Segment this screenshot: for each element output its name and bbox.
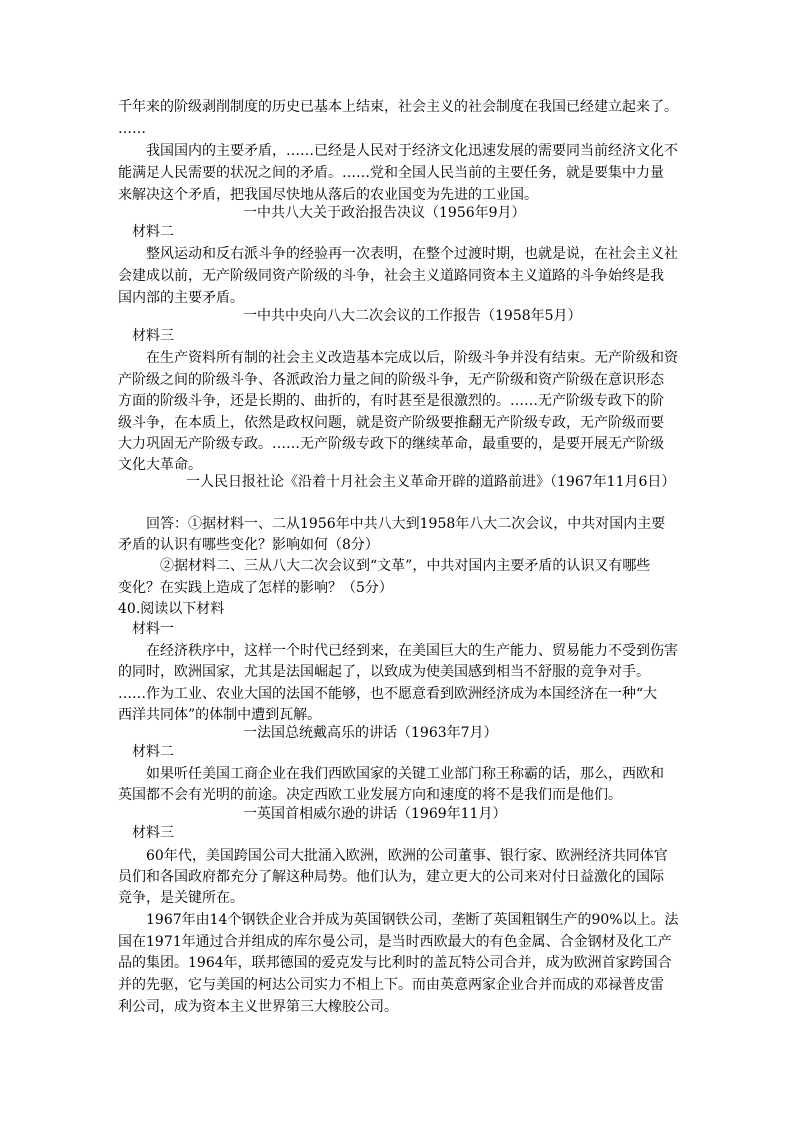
text-line: 在生产资料所有制的社会主义改造基本完成以后，阶级斗争并没有结束。无产阶级和资 — [146, 350, 678, 366]
source-citation: 一英国首相威尔逊的讲话（1969年11月） — [243, 806, 507, 822]
material-heading: 材料二 — [132, 224, 174, 240]
question-line: 回答：①据材料一、二从1956年中共八大到1958年八大二次会议，中共对国内主要 — [146, 516, 666, 532]
text-line: 西洋共同体”的体制中遭到瓦解。 — [118, 707, 322, 723]
text-line: 大力巩固无产阶级专政。……无产阶级专政下的继续革命，最重要的，是要开展无产阶级 — [118, 436, 664, 452]
text-line: 60年代，美国跨国公司大批涌入欧洲，欧洲的公司董事、银行家、欧洲经济共同体官 — [146, 848, 668, 864]
text-line: 国在1971年通过合并组成的库尔曼公司，是当时西欧最大的有色金属、合金钢材及化工产 — [118, 934, 672, 950]
text-line: 级斗争，在本质上，依然是政权问题，就是资产阶级要推翻无产阶级专政，无产阶级而要 — [118, 415, 664, 431]
question-line: 变化？在实践上造成了怎样的影响？（5分） — [118, 580, 393, 596]
text-line: 1967年由14个钢铁企业合并成为英国钢铁公司，垄断了英国粗钢生产的90%以上。法 — [146, 912, 679, 928]
text-line: 竞争，是关键所在。 — [118, 890, 244, 906]
text-line: …… — [118, 121, 146, 137]
text-line: 品的集团。1964年，联邦德国的爱克发与比利时的盖瓦特公司合并，成为欧洲首家跨国合 — [118, 955, 672, 971]
text-line: ……作为工业、农业大国的法国不能够，也不愿意看到欧洲经济成为本国经济在一种“大 — [118, 686, 658, 702]
text-line: 整风运动和反右派斗争的经验再一次表明，在整个过渡时期，也就是说，在社会主义社 — [146, 246, 678, 262]
text-line: 如果听任美国工商企业在我们西欧国家的关键工业部门称王称霸的话，那么，西欧和 — [146, 766, 664, 782]
question-line: 矛盾的认识有哪些变化？影响如何（8分） — [118, 537, 379, 553]
question-number: 40.阅读以下材料 — [118, 601, 225, 617]
text-line: 我国国内的主要矛盾，……已经是人民对于经济文化迅速发展的需要同当前经济文化不 — [146, 143, 678, 159]
text-line: 员们和各国政府都充分了解这种局势。他们认为，建立更大的公司来对付日益激化的国际 — [118, 869, 664, 885]
text-line: 能满足人民需要的状况之间的矛盾。……党和全国人民当前的主要任务，就是要集中力量 — [118, 165, 664, 181]
text-line: 的同时，欧洲国家，尤其是法国崛起了，以致成为使美国感到相当不舒服的竞争对手。 — [118, 664, 650, 680]
text-line: 方面的阶级斗争，还是长期的、曲折的，有时甚至是很激烈的。……无产阶级专政下的阶 — [118, 393, 664, 409]
material-heading: 材料三 — [132, 328, 174, 344]
text-line: 来解决这个矛盾，把我国尽快地从落后的农业国变为先进的工业国。 — [118, 187, 538, 203]
text-line: 在经济秩序中，这样一个时代已经到来，在美国巨大的生产能力、贸易能力不受到伤害 — [146, 643, 678, 659]
text-line: 英国都不会有光明的前途。决定西欧工业发展方向和速度的将不是我们而是他们。 — [118, 787, 622, 803]
text-line: 文化大革命。 — [118, 457, 202, 473]
text-line: 产阶级之间的阶级斗争、各派政治力量之间的阶级斗争，无产阶级和资产阶级在意识形态 — [118, 372, 664, 388]
material-heading: 材料一 — [132, 621, 174, 637]
text-line: 会建成以前，无产阶级同资产阶级的斗争，社会主义道路同资本主义道路的斗争始终是我 — [118, 268, 664, 284]
source-citation: 一法国总统戴高乐的讲话（1963年7月） — [243, 725, 498, 741]
text-line: 千年来的阶级剥削制度的历史已基本上结束，社会主义的社会制度在我国已经建立起来了。 — [118, 99, 678, 115]
source-citation: 一中共八大关于政治报告决议（1956年9月） — [243, 205, 526, 221]
material-heading: 材料二 — [132, 744, 174, 760]
source-citation: 一中共中央向八大二次会议的工作报告（1958年5月） — [243, 308, 582, 324]
source-citation: 一人民日报社论《沿着十月社会主义革命开辟的道路前进》（1967年11月6日） — [186, 474, 676, 490]
text-line: 并的先驱，它与美国的柯达公司实力不相上下。而由英意两家企业合并而成的邓禄普皮雷 — [118, 977, 664, 993]
text-line: 国内部的主要矛盾。 — [118, 290, 244, 306]
question-line: ②据材料二、三从八大二次会议到“文革”，中共对国内主要矛盾的认识又有哪些 — [160, 558, 651, 574]
material-heading: 材料三 — [132, 825, 174, 841]
text-line: 利公司，成为资本主义世界第三大橡胶公司。 — [118, 999, 398, 1015]
